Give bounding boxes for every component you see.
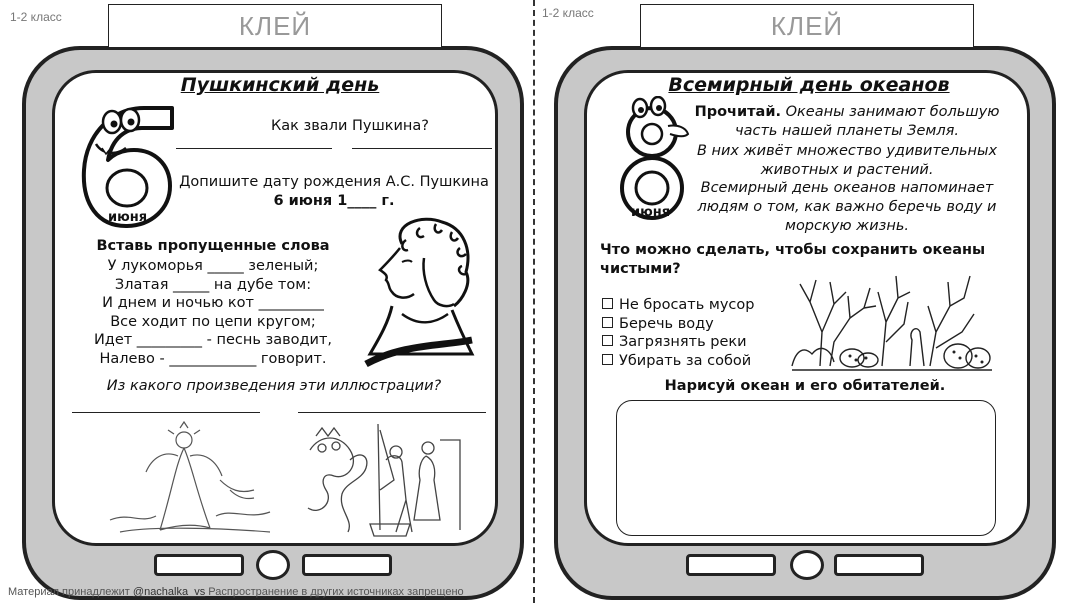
poem-line: И днем и ночью кот _________ — [102, 295, 324, 311]
phone-home-button — [790, 550, 824, 580]
copyright-footer: Материал принадлежит @nachalka_vs Распространение в других источниках запрещено — [8, 586, 464, 598]
coral-reef-image — [790, 262, 994, 374]
read-label: Прочитай. — [694, 104, 782, 120]
reading-line: В них живёт множество удивительных — [696, 143, 998, 159]
question-text: Что можно сделать, чтобы сохранить океаны — [600, 242, 986, 258]
reading-line: Океаны занимают большую — [785, 104, 1000, 120]
answer-line — [352, 148, 492, 149]
drawing-area[interactable] — [616, 400, 996, 536]
date-value-text: 6 июня 1____ г. — [273, 193, 395, 209]
glue-tab: КЛЕЙ — [108, 4, 442, 48]
checkbox-option[interactable]: Не бросать мусор — [602, 297, 754, 313]
fairy-tale-illustration-image — [290, 420, 466, 542]
phone-home-button — [256, 550, 290, 580]
checkbox-icon[interactable] — [602, 317, 613, 328]
poem-line: Все ходит по цепи кругом; — [110, 314, 316, 330]
checkbox-icon[interactable] — [602, 298, 613, 309]
author-handle-link[interactable]: @nachalka_vs — [132, 586, 206, 598]
answer-line — [176, 148, 332, 149]
drawing-task-text: Нарисуй океан и его обитателей. — [664, 378, 946, 394]
page-title: Пушкинский день — [180, 74, 380, 96]
grade-label: 1-2 класс — [10, 10, 62, 24]
phone-button — [154, 554, 244, 576]
reading-line: Всемирный день океанов напоминает — [700, 180, 994, 196]
poem-line: У лукоморья _____ зеленый; — [107, 258, 319, 274]
fill-task-title: Вставь пропущенные слова — [96, 238, 330, 254]
phone-button — [686, 554, 776, 576]
answer-line — [72, 412, 260, 413]
cut-line — [533, 0, 535, 603]
checkbox-icon[interactable] — [602, 354, 613, 365]
date-month-label: июня — [108, 210, 148, 225]
reading-line: животных и растений. — [760, 162, 934, 178]
checkbox-icon[interactable] — [602, 335, 613, 346]
date-month-label: июня — [631, 205, 671, 220]
checkbox-option[interactable]: Беречь воду — [602, 316, 714, 332]
question-text: чистыми? — [600, 261, 681, 277]
grade-label: 1-2 класс — [542, 6, 594, 20]
fairy-tale-illustration-image — [100, 420, 278, 540]
reading-text — [690, 104, 1004, 120]
pushkin-portrait-image — [362, 214, 478, 374]
reading-line: часть нашей планеты Земля. — [735, 123, 959, 139]
phone-button — [302, 554, 392, 576]
date-task-text: Допишите дату рождения А.С. Пушкина — [179, 174, 489, 190]
reading-line: людям о том, как важно беречь воду и — [697, 199, 997, 215]
poem-line: Идет _________ - песнь заводит, — [93, 332, 333, 348]
poem-line: Налево - ____________ говорит. — [99, 351, 327, 367]
phone-button — [834, 554, 924, 576]
checkbox-option[interactable]: Загрязнять реки — [602, 334, 747, 350]
question-text: Как звали Пушкина? — [271, 118, 429, 134]
checkbox-option[interactable]: Убирать за собой — [602, 353, 751, 369]
glue-tab: КЛЕЙ — [640, 4, 974, 48]
poem-line: Златая _____ на дубе том: — [114, 277, 312, 293]
answer-line — [298, 412, 486, 413]
reading-line: морскую жизнь. — [785, 218, 909, 234]
page-title: Всемирный день океанов — [668, 74, 950, 96]
question-text: Из какого произведения эти иллюстрации? — [106, 378, 442, 394]
